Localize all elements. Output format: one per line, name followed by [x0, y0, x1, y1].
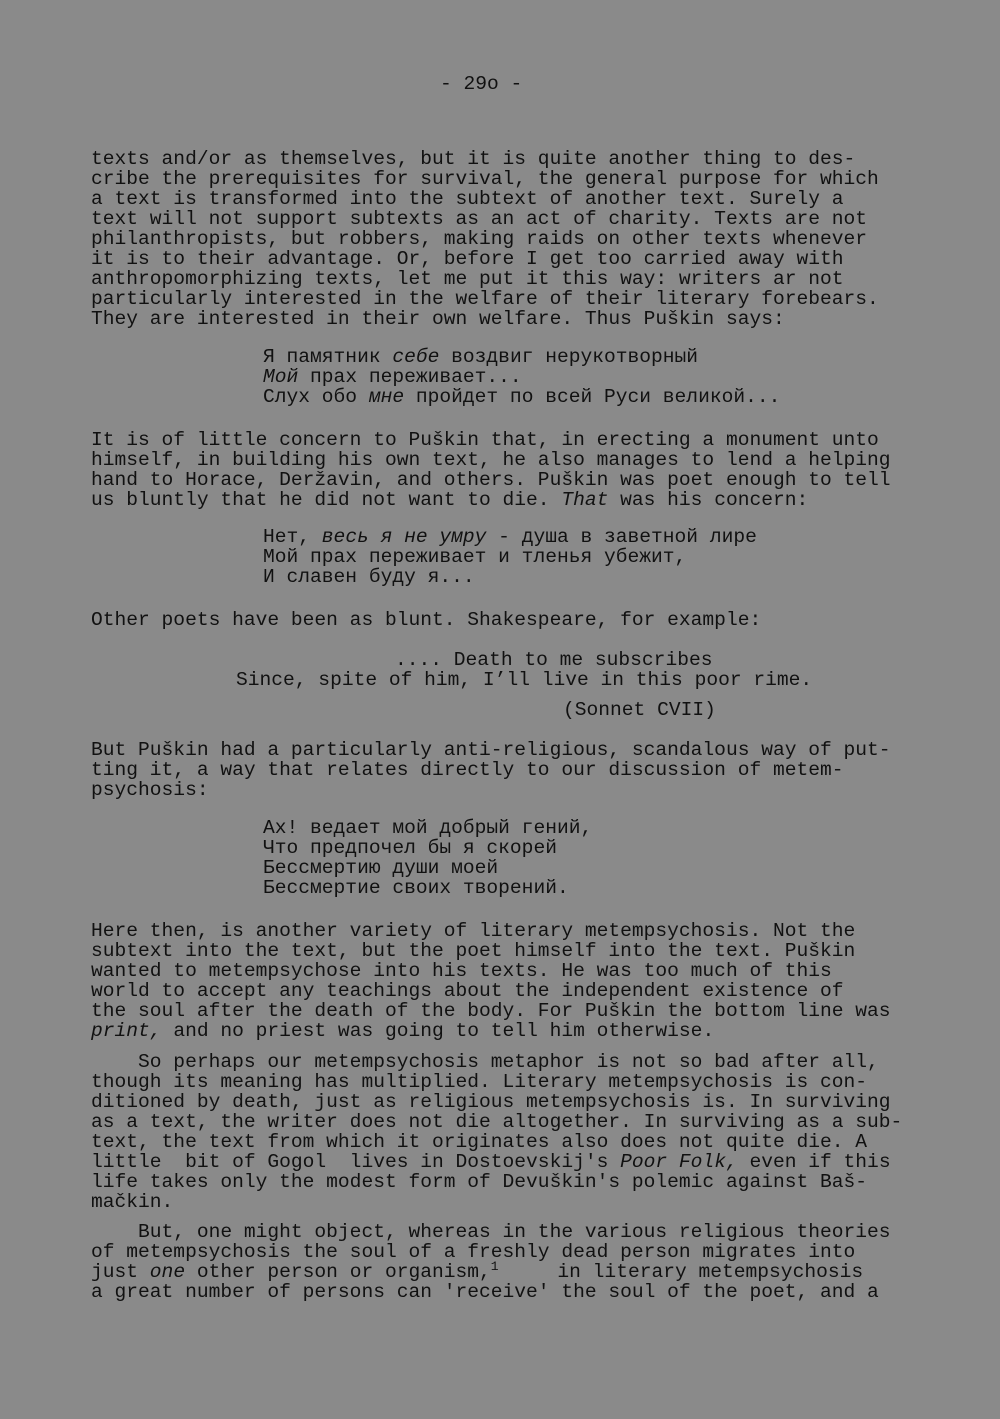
- text-line: as a text, the writer does not die altogether. In surviving as a sub-: [91, 1111, 903, 1133]
- footnote-marker[interactable]: 1: [490, 1259, 499, 1274]
- verse-line: Слух обо мне пройдет по всей Руси великой...: [263, 386, 781, 408]
- verse-line: Since, spite of him, I’ll live in this poor rime.: [236, 669, 813, 691]
- text-line: But Puškin had a particularly anti-religious, scandalous way of put-: [91, 739, 891, 761]
- text-line: anthropomorphizing texts, let me put it this way: writers ar not: [91, 268, 844, 290]
- text-line: cribe the prerequisites for survival, the general purpose for which: [91, 168, 879, 190]
- text-line: text will not support subtexts as an act of charity. Texts are not: [91, 208, 868, 230]
- text-line: life takes only the modest form of Devuškin's polemic against Baš-: [91, 1171, 868, 1193]
- text-line: Here then, is another variety of literary metempsychosis. Not the: [91, 920, 856, 942]
- text-line: mačkin.: [91, 1191, 174, 1213]
- text-line: a text is transformed into the subtext of another text. Surely a: [91, 188, 844, 210]
- text-line: the soul after the death of the body. For Puškin the bottom line was: [91, 1000, 891, 1022]
- text-line: himself, in building his own text, he also manages to lend a helping: [91, 449, 891, 471]
- text-line: particularly interested in the welfare of their literary forebears.: [91, 288, 879, 310]
- text-line: philanthropists, but robbers, making raids on other texts whenever: [91, 228, 868, 250]
- paragraph-3: Other poets have been as blunt. Shakespeare, for example:: [91, 609, 762, 631]
- text-line: It is of little concern to Puškin that, in erecting a monument unto: [91, 429, 879, 451]
- text-line: texts and/or as themselves, but it is quite another thing to des-: [91, 148, 856, 170]
- verse-line: Бессмертию души моей: [263, 857, 499, 879]
- verse-line: .... Death to me subscribes: [395, 649, 713, 671]
- page-number: - 29o -: [440, 73, 523, 95]
- text-line: But, one might object, whereas in the various religious theories: [91, 1221, 891, 1243]
- text-line: They are interested in their own welfare. Thus Puškin says:: [91, 308, 785, 330]
- text-line: print, and no priest was going to tell him otherwise.: [91, 1020, 715, 1042]
- text-line: subtext into the text, but the poet himself into the text. Puškin: [91, 940, 856, 962]
- text-line: hand to Horace, Deržavin, and others. Puškin was poet enough to tell: [91, 469, 891, 491]
- text-line: a great number of persons can 'receive' the soul of the poet, and a: [91, 1281, 879, 1303]
- text-line: text, the text from which it originates also does not quite die. A: [91, 1131, 868, 1153]
- text-line: world to accept any teachings about the independent existence of: [91, 980, 844, 1002]
- text-line: ting it, a way that relates directly to our discussion of metem-: [91, 759, 844, 781]
- verse-line: Я памятник себе воздвиг нерукотворный: [263, 346, 699, 368]
- text-line: psychosis:: [91, 779, 209, 801]
- text-line: it is to their advantage. Or, before I get too carried away with: [91, 248, 844, 270]
- text-line: wanted to metempsychose into his texts. He was too much of this: [91, 960, 832, 982]
- verse-line: Ах! ведает мой добрый гений,: [263, 817, 593, 839]
- verse-line: Что предпочел бы я скорей: [263, 837, 557, 859]
- verse-line: Мой прах переживает...: [263, 366, 522, 388]
- text-line: little bit of Gogol lives in Dostoevskij's Poor Folk, even if this: [91, 1151, 891, 1173]
- verse-line: И славен буду я...: [263, 566, 475, 588]
- text-line: ditioned by death, just as religious metempsychosis is. In surviving: [91, 1091, 891, 1113]
- verse-line: Нет, весь я не умру - душа в заветной лире: [263, 526, 757, 548]
- text-line: just one other person or organism,$^1$ in literary metempsychosis: [91, 1259, 864, 1283]
- text-line: So perhaps our metempsychosis metaphor is not so bad after all,: [91, 1051, 879, 1073]
- verse-line: Мой прах переживает и тленья убежит,: [263, 546, 687, 568]
- text-line: though its meaning has multiplied. Literary metempsychosis is con-: [91, 1071, 868, 1093]
- text-line: us bluntly that he did not want to die. That was his concern:: [91, 489, 809, 511]
- verse-line: Бессмертие своих творений.: [263, 877, 569, 899]
- quote-citation: (Sonnet CVII): [563, 699, 716, 721]
- text-line: of metempsychosis the soul of a freshly dead person migrates into: [91, 1241, 856, 1263]
